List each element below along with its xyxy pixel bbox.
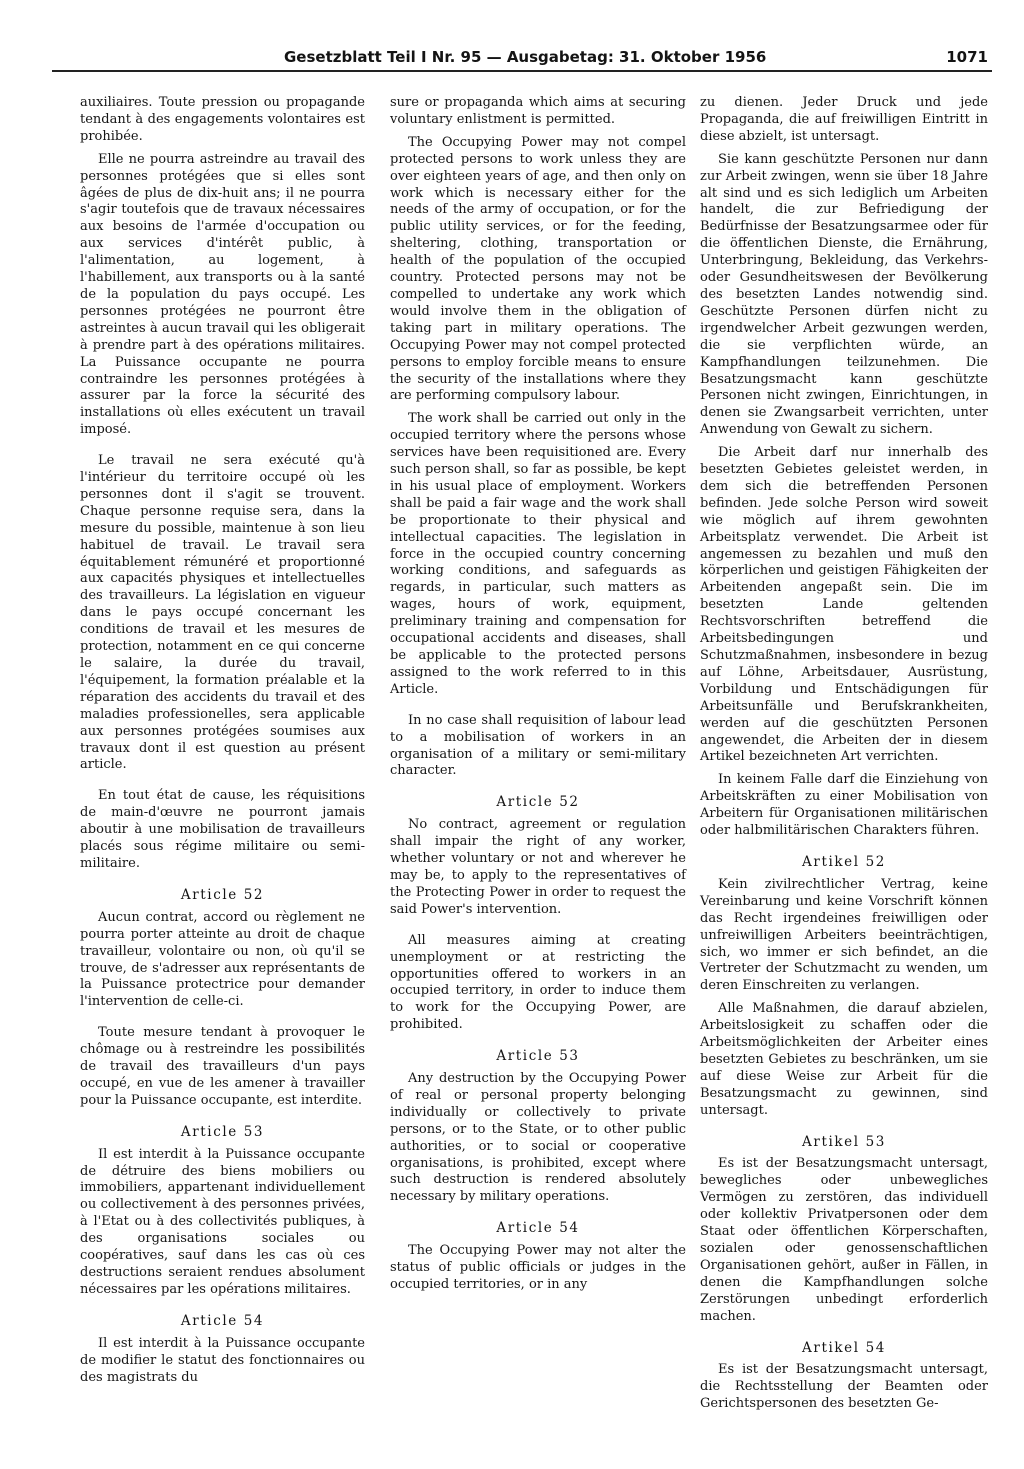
paragraph: Aucun contrat, accord ou règlement ne pourra porter atteinte au droit de chaque travailleur, volontaire ou non, où qu'il se trouve, de s'adresser aux représentants de la Puissance protectrice pour demander l'intervention de celle-ci.	[80, 909, 365, 1010]
header-rule	[52, 70, 992, 72]
paragraph: Toute mesure tendant à provoquer le chômage ou à restreindre les possibilités de travail des travailleurs d'un pays occupé, en vue de les amener à travailler pour la Puissance occupante, est interdite.	[80, 1025, 365, 1108]
header-title: Gesetzblatt Teil I Nr. 95 — Ausgabetag: 31. Oktober 1956	[284, 48, 767, 66]
paragraph: Die Arbeit darf nur innerhalb des besetzten Gebietes geleistet werden, in dem sich die betreffenden Personen befinden. Jede solche Person wird soweit wie möglich auf ihrem gewohnten Arbeitsplatz verwendet. Die Arbeit ist angemessen zu bezahlen und muß den körperlichen und geistigen Fähigkeiten der Arbeitenden angepaßt sein. Die im besetzten Lande geltenden Rechtsvorschriften betreffend die Arbeitsbedingungen und Schutzmaßnahmen, insbesondere in bezug auf Löhne, Arbeitsdauer, Ausrüstung, Vorbildung und Entschädigungen für Arbeitsunfälle und Berufskrankheiten, werden auf die geschützten Personen angewendet, die Arbeiten der in diesem Artikel bezeichneten Art verrichten.	[700, 445, 988, 765]
paragraph: In no case shall requisition of labour lead to a mobilisation of workers in an organisation of a military or semi-military character.	[390, 712, 686, 779]
paragraph: Es ist der Besatzungsmacht untersagt, bewegliches oder unbewegliches Vermögen zu zerstören, das individuell oder kollektiv Privatpersonen oder dem Staat oder öffentlichen Körperschaften, sozialen oder genossenschaftlichen Organisationen gehört, außer in Fällen, in denen die Kampfhandlungen solche Zerstörungen unbedingt erforderlich machen.	[700, 1156, 988, 1324]
article-heading: Article 52	[496, 794, 580, 811]
paragraph: Es ist der Besatzungsmacht untersagt, die Rechtsstellung der Beamten oder Gerichtspersonen des besetzten Ge-	[700, 1362, 988, 1412]
page-header	[52, 48, 992, 72]
paragraph: Il est interdit à la Puissance occupante de détruire des biens mobiliers ou immobiliers, appartenant individuellement ou collectivement à des personnes privées, à l'Etat ou à des collectivités publiques, à des organisations sociales ou coopératives, sauf dans les cas où ces destructions seraient rendues absolument nécessaires par les opérations militaires.	[80, 1146, 365, 1297]
article-heading: Artikel 53	[802, 1133, 886, 1150]
paragraph: No contract, agreement or regulation shall impair the right of any worker, whether voluntary or not and wherever he may be, to apply to the representatives of the Protecting Power in order to request the said Power's intervention.	[390, 817, 686, 917]
paragraph: En tout état de cause, les réquisitions de main-d'œuvre ne pourront jamais aboutir à une mobilisation de travailleurs placés sous régime militaire ou semi-militaire.	[80, 788, 365, 871]
column-french	[80, 95, 365, 1392]
paragraph: The Occupying Power may not alter the status of public officials or judges in the occupied territories, or in any	[390, 1243, 686, 1292]
paragraph: Il est interdit à la Puissance occupante de modifier le statut des fonctionnaires ou des magistrats du	[80, 1335, 365, 1385]
paragraph: Elle ne pourra astreindre au travail des personnes protégées que si elles sont âgées de plus de dix-huit ans; il ne pourra s'agir toutefois que de travaux nécessaires aux besoins de l'armée d'occupation ou aux services d'intérêt public, à l'alimentation, au logement, à l'habillement, aux transports ou à la santé de la population du pays occupé. Les personnes protégées ne pourront être astreintes à aucun travail qui les obligerait à prendre part à des opérations militaires. La Puissance occupante ne pourra contraindre les personnes protégées à assurer par la force la sécurité des installations où elles exécutent un travail imposé.	[80, 151, 365, 438]
article-heading: Article 54	[180, 1312, 265, 1329]
article-heading: Article 54	[496, 1220, 580, 1237]
page-number: 1071	[946, 48, 988, 66]
paragraph: auxiliaires. Toute pression ou propagande tendant à des engagements volontaires est prohibée.	[80, 95, 365, 144]
article-heading: Article 52	[180, 886, 265, 903]
article-heading: Article 53	[180, 1123, 265, 1140]
paragraph: Alle Maßnahmen, die darauf abzielen, Arbeitslosigkeit zu schaffen oder die Arbeitsmöglichkeiten der Arbeiter eines besetzten Gebietes zu beschränken, um sie auf diese Weise zur Arbeit für die Besatzungsmacht zu gewinnen, sind untersagt.	[700, 1001, 988, 1118]
article-heading: Article 53	[496, 1048, 580, 1065]
paragraph: Kein zivilrechtlicher Vertrag, keine Vereinbarung und keine Vorschrift können das Recht irgendeines freiwilligen oder unfreiwilligen Arbeiters beeinträchtigen, sich, wo immer er sich befindet, an die Vertreter der Schutzmacht zu wenden, um deren Einschreiten zu verlangen.	[700, 876, 988, 994]
paragraph: The work shall be carried out only in the occupied territory where the persons whose services have been requisitioned are. Every such person shall, so far as possible, be kept in his usual place of employment. Workers shall be paid a fair wage and the work shall be proportionate to their physical and intellectual capacities. The legislation in force in the occupied country concerning working conditions, and safeguards as regards, in particular, such matters as wages, hours of work, equipment, preliminary training and compensation for occupational accidents and diseases, shall be applicable to the protected persons assigned to the work referred to in this Article.	[390, 411, 686, 697]
column-english	[390, 95, 686, 1300]
article-heading: Artikel 52	[802, 853, 886, 870]
paragraph: Le travail ne sera exécuté qu'à l'intérieur du territoire occupé où les personnes dont il s'agit se trouvent. Chaque personne requise sera, dans la mesure du possible, maintenue à son lieu habituel de travail. Le travail sera équitablement rémunéré et proportionné aux capacités physiques et intellectuelles des travailleurs. La législation en vigueur dans le pays occupé concernant les conditions de travail et les mesures de protection, notamment en ce qui concerne le salaire, la durée du travail, l'équipement, la formation préalable et la réparation des accidents du travail et des maladies professionelles, sera applicable aux personnes protégées soumises aux travaux dont il est question au présent article.	[80, 453, 365, 773]
paragraph: All measures aiming at creating unemployment or at restricting the opportunities offered to workers in an occupied territory, in order to induce them to work for the Occupying Power, are prohibited.	[390, 932, 686, 1033]
paragraph: Any destruction by the Occupying Power of real or personal property belonging individually or collectively to private persons, or to the State, or to other public authorities, or to social or cooperative organisations, is prohibited, except where such destruction is rendered absolutely necessary by military operations.	[390, 1071, 686, 1205]
paragraph: Sie kann geschützte Personen nur dann zur Arbeit zwingen, wenn sie über 18 Jahre alt sind und es sich lediglich um Arbeiten handelt, die zur Befriedigung der Bedürfnisse der Besatzungsarmee oder für die öffentlichen Dienste, die Ernährung, Unterbringung, Bekleidung, das Verkehrs- oder Gesundheitswesen der Bevölkerung des besetzten Landes notwendig sind. Geschützte Personen dürfen nicht zu irgendwelcher Arbeit gezwungen werden, die sie verpflichten würde, an Kampfhandlungen teilzunehmen. Die Besatzungsmacht kann geschützte Personen nicht zwingen, Einrichtungen, in denen sie Zwangsarbeit verrichten, unter Anwendung von Gewalt zu sichern.	[700, 151, 988, 438]
paragraph: The Occupying Power may not compel protected persons to work unless they are over eighteen years of age, and then only on work which is necessary either for the needs of the army of occupation, or for the public utility services, or for the feeding, sheltering, clothing, transportation or health of the population of the occupied country. Protected persons may not be compelled to undertake any work which would involve them in the obligation of taking part in military operations. The Occupying Power may not compel protected persons to employ forcible means to ensure the security of the installations where they are performing compulsory labour.	[390, 134, 686, 404]
article-heading: Artikel 54	[802, 1339, 886, 1356]
paragraph: In keinem Falle darf die Einziehung von Arbeitskräften zu einer Mobilisation von Arbeitern für Organisationen militärischen oder halbmilitärischen Charakters führen.	[700, 772, 988, 839]
paragraph: zu dienen. Jeder Druck und jede Propaganda, die auf freiwilligen Eintritt in diese abzielt, ist untersagt.	[700, 95, 988, 144]
column-german	[700, 95, 988, 1419]
paragraph: sure or propaganda which aims at securing voluntary enlistment is permitted.	[390, 95, 686, 127]
